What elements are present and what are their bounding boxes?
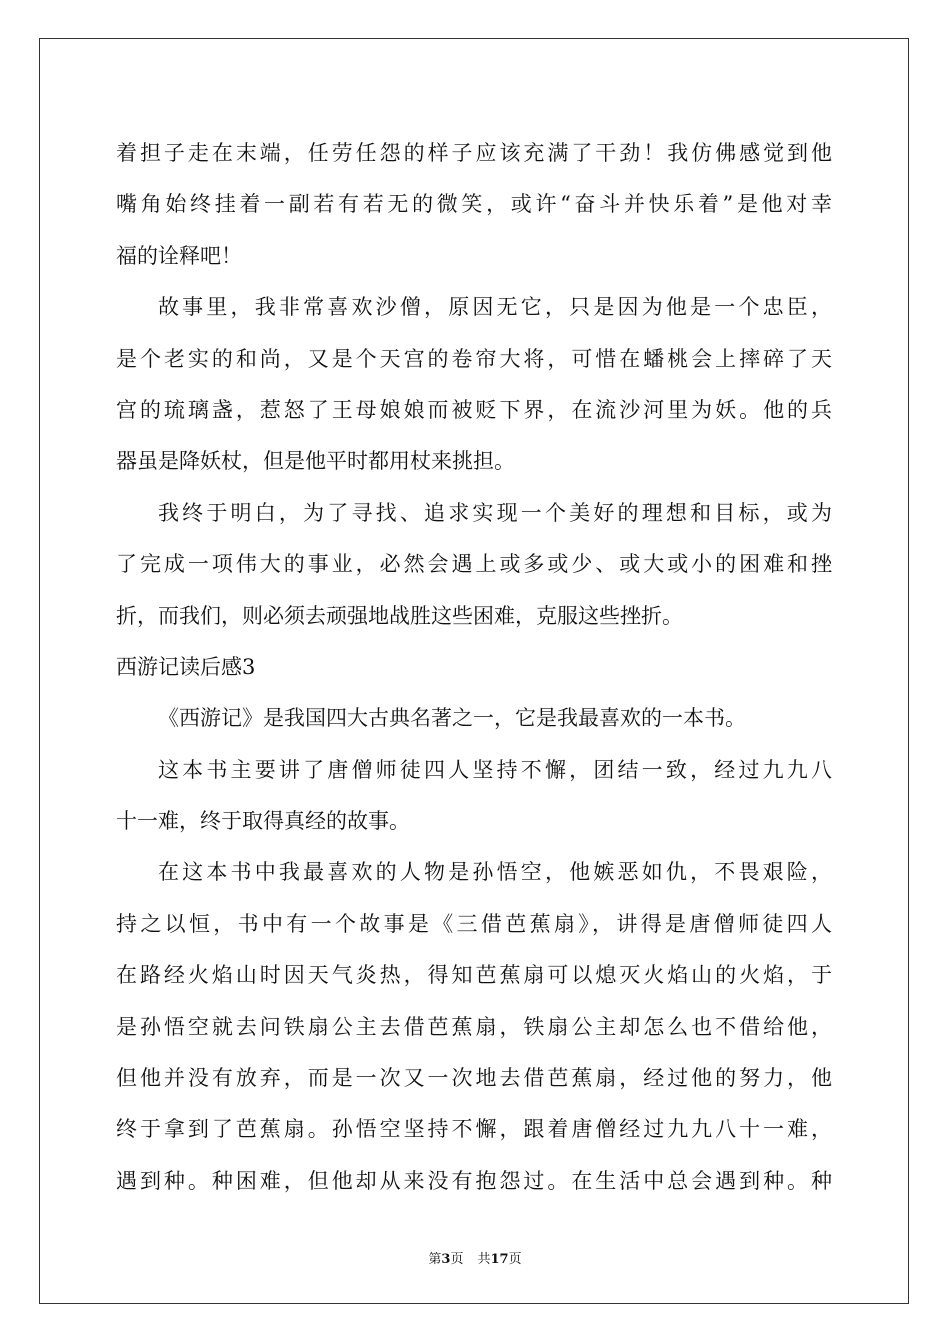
page-prefix: 第: [428, 1252, 442, 1267]
text-line: 宫的琉璃盏，惹怒了王母娘娘而被贬下界，在流沙河里为妖。他的兵: [116, 397, 832, 422]
text-line: 但他并没有放弃，而是一次又一次地去借芭蕉扇，经过他的努力，他: [116, 1066, 832, 1091]
text-line: 我终于明白，为了寻找、追求实现一个美好的理想和目标，或为: [158, 500, 832, 525]
text-line: 遇到种。种困难，但他却从来没有抱怨过。在生活中总会遇到种。种: [116, 1168, 832, 1193]
text-line: 了完成一项伟大的事业，必然会遇上或多或少、或大或小的困难和挫: [116, 552, 832, 577]
current-page-number: 3: [441, 1252, 451, 1267]
text-line: 《西游记》是我国四大古典名著之一，它是我最喜欢的一本书。: [158, 706, 746, 731]
text-line: 在路经火焰山时因天气炎热，得知芭蕉扇可以熄灭火焰山的火焰，于: [116, 963, 832, 988]
text-line: 是孙悟空就去问铁扇公主去借芭蕉扇，铁扇公主却怎么也不借给他，: [116, 1014, 832, 1039]
document-body: [116, 128, 832, 1207]
total-prefix: 共: [477, 1252, 491, 1267]
text-line: 终于拿到了芭蕉扇。孙悟空坚持不懈，跟着唐僧经过九九八十一难，: [116, 1117, 832, 1142]
text-line: 十一难，终于取得真经的故事。: [116, 809, 410, 834]
page-unit: 页: [450, 1252, 464, 1267]
text-line: 器虽是降妖杖，但是他平时都用杖来挑担。: [116, 449, 515, 474]
section-heading: 西游记读后感3: [116, 654, 256, 679]
total-suffix: 页: [508, 1252, 522, 1267]
page-footer: [0, 1248, 950, 1267]
text-line: 故事里，我非常喜欢沙僧，原因无它，只是因为他是一个忠臣，: [158, 295, 832, 320]
text-line: 在这本书中我最喜欢的人物是孙悟空，他嫉恶如仇，不畏艰险，: [158, 860, 832, 885]
text-line: 持之以恒，书中有一个故事是《三借芭蕉扇》，讲得是唐僧师徒四人: [116, 911, 832, 936]
text-line: 福的诠释吧！: [116, 243, 242, 268]
text-line: 这本书主要讲了唐僧师徒四人坚持不懈，团结一致，经过九九八: [158, 757, 832, 782]
text-line: 折，而我们，则必须去顽强地战胜这些困难，克服这些挫折。: [116, 603, 683, 628]
text-line: 嘴角始终挂着一副若有若无的微笑，或许“奋斗并快乐着”是他对幸: [116, 192, 832, 217]
text-line: 着担子走在末端，任劳任怨的样子应该充满了干劲！我仿佛感觉到他: [116, 141, 832, 165]
text-line: 是个老实的和尚，又是个天宫的卷帘大将，可惜在蟠桃会上摔碎了天: [116, 346, 832, 371]
total-page-count: 17: [490, 1252, 509, 1267]
